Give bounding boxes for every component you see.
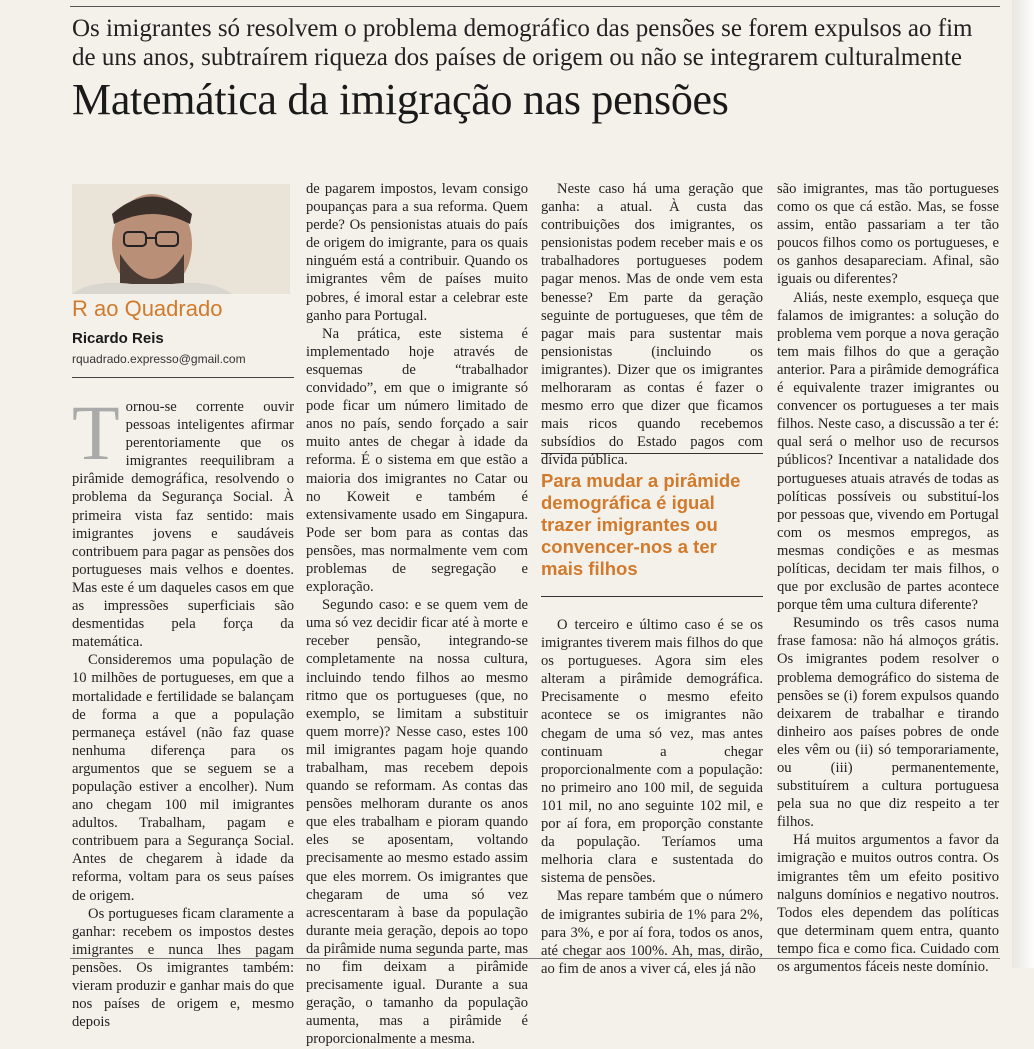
dropcap: T: [72, 389, 120, 476]
paragraph: Neste caso há uma geração que ganha: a atual. À custa das contribuições dos imigrantes, os pensionistas podem receber mais e os trabalhadores portugueses podem pagar menos. Mas de onde vem esta benesse? Em parte da geração seguinte de portugueses, que têm de pagar mais para sustentar mais pensionistas (incluindo os imigrantes). Dizer que os imigrantes melhoraram as contas é fazer o mesmo erro que dizer que ficamos mais ricos quando recebemos subsídios do Estado pagos com dívida pública.: [541, 181, 763, 469]
paragraph: Há muitos argumentos a favor da imigração e muitos outros contra. Os imigrantes têm um efeito positivo nalguns domínios e negativo noutros. Todos eles dependem das políticas que determinam quem entra, quanto tempo fica e como fica. Cuidado com os argumentos fáceis neste domínio.: [777, 832, 999, 976]
paragraph: Resumindo os três casos numa frase famosa: não há almoços grátis. Os imigrantes podem resolver o problema demográfico do sistema de pensões se (i) forem expulsos quando deixarem de trabalhar e tirando dinheiro aos países pobres de onde eles vêm ou (ii) só temporariamente, ou (iii) permanentemente, substituírem a cultura portuguesa pela sua no que diz respeito a ter filhos.: [777, 615, 999, 831]
author-portrait-icon: [72, 184, 290, 294]
paragraph: Tornou-se corrente ouvir pessoas inteligentes afirmar perentoriamente que os imigrantes reequilibram a pirâmide demográfica, resolvendo o problema da Segurança Social. À primeira vista faz sentido: mais imigrantes jovens e saudáveis contribuem para pagar as pensões dos portugueses mais velhos e doentes. Mas este é um daqueles casos em que as impressões superficiais são desmentidas pela força da matemática.: [72, 389, 294, 651]
paragraph: Consideremos uma população de 10 milhões de portugueses, em que a mortalidade e fertilidade se balançam de forma a que a população permaneça estável (não faz quase nenhuma diferença para os argumentos que se seguem se a população estiver a encolher). Num ano chegam 100 mil imigrantes adultos. Trabalham, pagam e contribuem para a Segurança Social. Antes de chegarem à idade da reforma, voltam para os seus países de origem.: [72, 652, 294, 904]
bottom-rule: [70, 958, 1000, 959]
page-edge: [1012, 0, 1034, 968]
column-4: [777, 180, 999, 976]
author-email[interactable]: rquadrado.expresso@gmail.com: [72, 352, 246, 366]
paragraph: são imigrantes, mas tão portugueses como os que cá estão. Mas, se fosse assim, então passariam a ter tão poucos filhos como os portugueses, e os ganhos desapareciam. Afinal, são iguais ou diferentes?: [777, 181, 999, 288]
article-headline: Matemática da imigração nas pensões: [72, 75, 729, 124]
author-divider: [72, 377, 294, 378]
pullquote-rule-top: [541, 453, 763, 454]
paragraph: de pagarem impostos, levam consigo poupanças para a sua reforma. Quem perde? Os pensionistas atuais do país de origem do imigrante, para os quais ninguém está a contribuir. Quando os imigrantes vêm de países muito pobres, é imoral estar a celebrar este ganho para Portugal.: [306, 181, 528, 324]
article-kicker: Os imigrantes só resolvem o problema demográfico das pensões se forem expulsos ao fim de uns anos, subtraírem riqueza dos países de origem ou não se integrarem culturalmente: [72, 15, 973, 71]
column-section-name: R ao Quadrado: [72, 296, 223, 321]
paragraph: Aliás, neste exemplo, esqueça que falamos de imigrantes: a solução do problema vem porque a nova geração tem mais filhos do que a geração anterior. Para a pirâmide demográfica é equivalente trazer imigrantes ou convencer os portugueses a ter mais filhos. Neste caso, a discussão a ter é: qual será o melhor uso de recursos públicos? Incentivar a natalidade dos portugueses atuais através de todas as políticas possíveis ou substituí-los por pessoas que, vivendo em Portugal com os mesmos empregos, as mesmas condições e as mesmas políticas, decidam ter mais filhos, o que por exclusão de partes acontece porque têm uma cultura diferente?: [777, 289, 999, 614]
column-2: [306, 180, 528, 1049]
top-rule: [70, 6, 1000, 7]
column-3-bottom: [541, 616, 763, 978]
paragraph: Na prática, este sistema é implementado hoje através de esquemas de “trabalhador convidado”, em que o imigrante só pode ficar um número limitado de anos no país, sendo forçado a sair muito antes de chegar à idade da reforma. É o sistema em que estão a maioria dos imigrantes no Catar ou no Koweit e também é extensivamente usado em Singapura. Pode ser bom para as contas das pensões, mas normalmente vem com problemas de segregação e exploração.: [306, 325, 528, 596]
column-3-top: [541, 180, 763, 470]
paragraph: Segundo caso: e se quem vem de uma só vez decidir ficar até à morte e receber pensão, integrando-se completamente na nossa cultura, incluindo tendo filhos ao mesmo ritmo que os portugueses (que, no exemplo, se limitam a substituir quem morre)? Nesse caso, estes 100 mil imigrantes pagam hoje quando trabalham, mas recebem depois quando se reformam. As contas das pensões melhoram durante os anos que eles trabalham e pioram quando eles se aposentam, voltando precisamente ao mesmo estado assim que eles morrem. Os imigrantes que chegaram de uma só vez acrescentaram à base da população durante meia geração, depois ao topo da pirâmide numa segunda parte, mas no fim deixam a pirâmide precisamente igual. Durante a sua geração, o tamanho da população aumenta, mas a pirâmide é proporcionalmente a mesma.: [306, 597, 528, 1048]
column-1: [72, 389, 294, 1031]
paragraph: Os portugueses ficam claramente a ganhar: recebem os impostos destes imigrantes e nunca lhes pagam pensões. Os imigrantes também: vieram produzir e ganhar mais do que nos países de origem e, mesmo depois: [72, 905, 294, 1031]
paragraph: O terceiro e último caso é se os imigrantes tiverem mais filhos do que os portugueses. Agora sim eles alteram a pirâmide demográfica. Precisamente o mesmo efeito acontece se os imigrantes não chegam de uma só vez, mas antes continuam a chegar proporcionalmente com a população: no primeiro ano 100 mil, de seguida 101 mil, no ano seguinte 102 mil, e por aí fora, em proporção constante da população. Teríamos uma melhoria clara e sustentada do sistema de pensões.: [541, 617, 763, 887]
author-photo: [72, 184, 290, 294]
author-name: Ricardo Reis: [72, 330, 164, 347]
paragraph: Mas repare também que o número de imigrantes subiria de 1% para 2%, para 3%, e por aí fora, todos os anos, até chegar aos 100%. Ah, mas, dirão, ao fim de anos a viver cá, eles já não: [541, 888, 763, 977]
pullquote: Para mudar a pirâmide demográfica é igual trazer imigrantes ou convencer-nos a ter mais filhos: [541, 470, 741, 579]
pullquote-rule-bottom: [541, 596, 763, 597]
